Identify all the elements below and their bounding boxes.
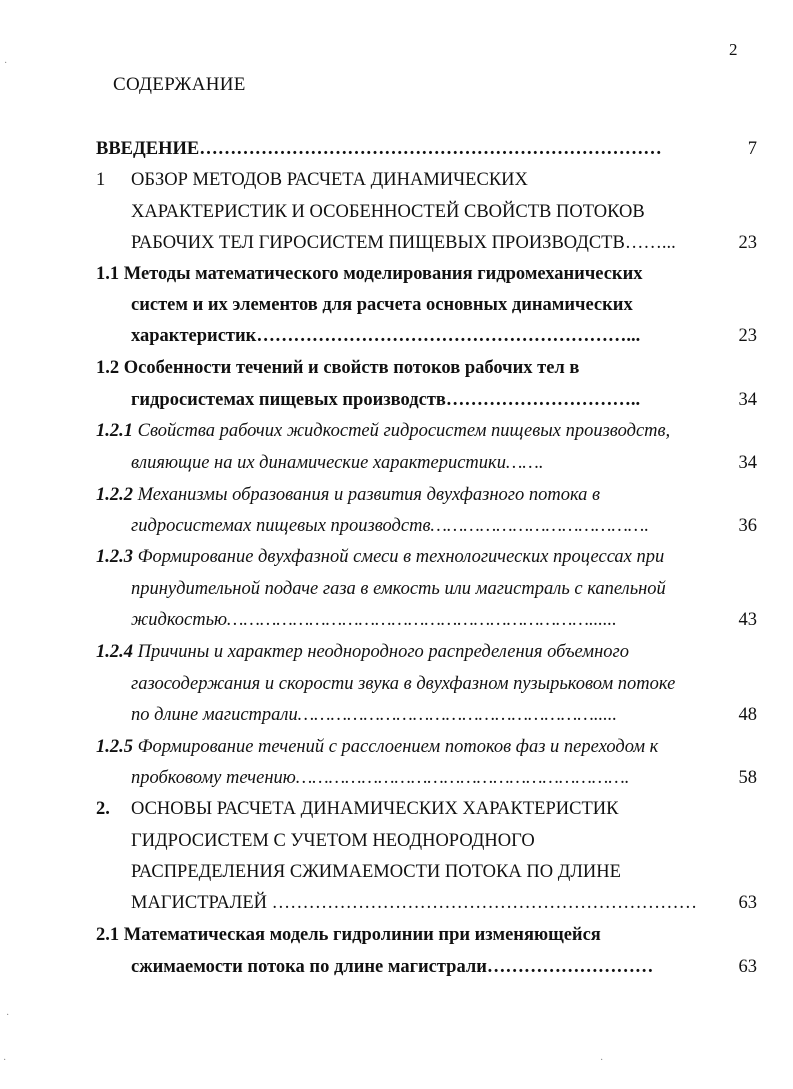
- toc-entry-heading: [96, 637, 629, 667]
- toc-section-number: 1.2.2: [96, 485, 133, 505]
- toc-section-number: 1.2.1: [96, 421, 133, 441]
- toc-entry-chapter-1: [0, 165, 793, 195]
- toc-entry-continuation: [0, 952, 793, 982]
- toc-entry-continuation: [0, 511, 793, 541]
- toc-entry-continuation: [0, 669, 793, 699]
- toc-page-number: 7: [747, 139, 757, 159]
- toc-entry-heading: [96, 732, 658, 762]
- scan-speck: ·: [600, 1055, 604, 1066]
- toc-page-number: 43: [738, 610, 757, 630]
- toc-entry-text: сжимаемости потока по длине магистрали………………………: [131, 957, 654, 977]
- toc-entry-continuation: [0, 448, 793, 478]
- toc-page-number: 63: [738, 957, 757, 977]
- toc-entry-text: Механизмы образования и развития двухфазного потока в: [133, 485, 601, 505]
- toc-entry-text: принудительной подаче газа в емкость или магистраль с капельной: [131, 579, 666, 599]
- scan-speck: ·: [4, 58, 8, 69]
- toc-entry-continuation: [0, 763, 793, 793]
- toc-entry-1-2-1: [0, 416, 793, 446]
- toc-entry-text: ОСНОВЫ РАСЧЕТА ДИНАМИЧЕСКИХ ХАРАКТЕРИСТИК: [131, 799, 619, 819]
- toc-entry-1-2-4: [0, 637, 793, 667]
- toc-page-number: 34: [738, 390, 757, 410]
- toc-entry-continuation: [0, 197, 793, 227]
- toc-entry-text: РАБОЧИХ ТЕЛ ГИРОСИСТЕМ ПИЩЕВЫХ ПРОИЗВОДСТВ……...: [131, 233, 676, 253]
- toc-entry-text: ХАРАКТЕРИСТИК И ОСОБЕННОСТЕЙ СВОЙСТВ ПОТОКОВ: [131, 202, 645, 222]
- toc-entry-1-1: [0, 259, 793, 289]
- toc-title: СОДЕРЖАНИЕ: [113, 74, 246, 95]
- toc-entry-heading: [96, 416, 670, 446]
- toc-entry-heading: [96, 542, 664, 572]
- toc-entry-text: Формирование течений с расслоением потоков фаз и переходом к: [133, 737, 659, 757]
- toc-entry-text: Формирование двухфазной смеси в технологических процессах при: [133, 547, 665, 567]
- toc-entry-text: гидросистемах пищевых производств………………………………….: [131, 516, 649, 536]
- toc-chapter-number: 2.: [96, 799, 110, 819]
- toc-page-number: 58: [738, 768, 757, 788]
- toc-entry-continuation: [0, 857, 793, 887]
- page-number: 2: [729, 40, 738, 59]
- toc-entry-heading: [96, 480, 600, 510]
- toc-entry-1-2-5: [0, 732, 793, 762]
- toc-entry-continuation: [0, 888, 793, 918]
- toc-entry-continuation: [0, 826, 793, 856]
- toc-page-number: 23: [738, 233, 757, 253]
- toc-entry-text: газосодержания и скорости звука в двухфазном пузырьковом потоке: [131, 674, 676, 694]
- toc-entry-continuation: [0, 700, 793, 730]
- toc-entry-text: 1.2 Особенности течений и свойств потоков рабочих тел в: [96, 358, 580, 378]
- toc-section-number: 1.2.4: [96, 642, 133, 662]
- toc-entry-text: Свойства рабочих жидкостей гидросистем пищевых производств,: [133, 421, 671, 441]
- toc-entry-continuation: [0, 228, 793, 258]
- toc-entry-1-2: [0, 353, 793, 383]
- toc-entry-1-2-3: [0, 542, 793, 572]
- toc-entry-text: жидкостью…………………………………………………………......: [131, 610, 617, 630]
- toc-entry-chapter-2: [0, 794, 793, 824]
- toc-chapter-number: 1: [96, 170, 106, 190]
- toc-entry-text: 2.1 Математическая модель гидролинии при изменяющейся: [96, 925, 601, 945]
- toc-entry-1-2-2: [0, 480, 793, 510]
- toc-page-number: 63: [738, 893, 757, 913]
- toc-entry-text: пробковому течению…………………………………………………….: [131, 768, 630, 788]
- toc-entry-continuation: [0, 321, 793, 351]
- toc-page-number: 34: [738, 453, 757, 473]
- toc-entry-text: по длине магистрали……………………………………………….....: [131, 705, 617, 725]
- toc-entry-text: гидросистемах пищевых производств…………………………..: [131, 390, 641, 410]
- toc-entry-text: ОБЗОР МЕТОДОВ РАСЧЕТА ДИНАМИЧЕСКИХ: [131, 170, 528, 190]
- toc-entry-text: характеристик……………………………………………………...: [131, 326, 641, 346]
- toc-entry-text: влияющие на их динамические характеристики…….: [131, 453, 544, 473]
- toc-section-number: 1.2.5: [96, 737, 133, 757]
- scan-speck: ·: [6, 1010, 10, 1021]
- scan-speck: ·: [3, 1055, 7, 1066]
- toc-entry-introduction: [0, 134, 793, 164]
- toc-entry-continuation: [0, 385, 793, 415]
- toc-entry-text: РАСПРЕДЕЛЕНИЯ СЖИМАЕМОСТИ ПОТОКА ПО ДЛИНЕ: [131, 862, 621, 882]
- toc-entry-text: ВВЕДЕНИЕ…………………………………………………………………: [96, 139, 662, 159]
- toc-entry-2-1: [0, 920, 793, 950]
- toc-page-number: 36: [738, 516, 757, 536]
- toc-entry-text: 1.1 Методы математического моделирования гидромеханических: [96, 264, 643, 284]
- toc-page-number: 48: [738, 705, 757, 725]
- toc-entry-continuation: [0, 605, 793, 635]
- toc-entry-continuation: [0, 290, 793, 320]
- toc-entry-continuation: [0, 574, 793, 604]
- toc-entry-text: Причины и характер неоднородного распределения объемного: [133, 642, 630, 662]
- toc-section-number: 1.2.3: [96, 547, 133, 567]
- toc-entry-text: ГИДРОСИСТЕМ С УЧЕТОМ НЕОДНОРОДНОГО: [131, 831, 535, 851]
- toc-entry-text: МАГИСТРАЛЕЙ ……………………………………………………………: [131, 893, 698, 913]
- toc-entry-text: систем и их элементов для расчета основных динамических: [131, 295, 633, 315]
- toc-page-number: 23: [738, 326, 757, 346]
